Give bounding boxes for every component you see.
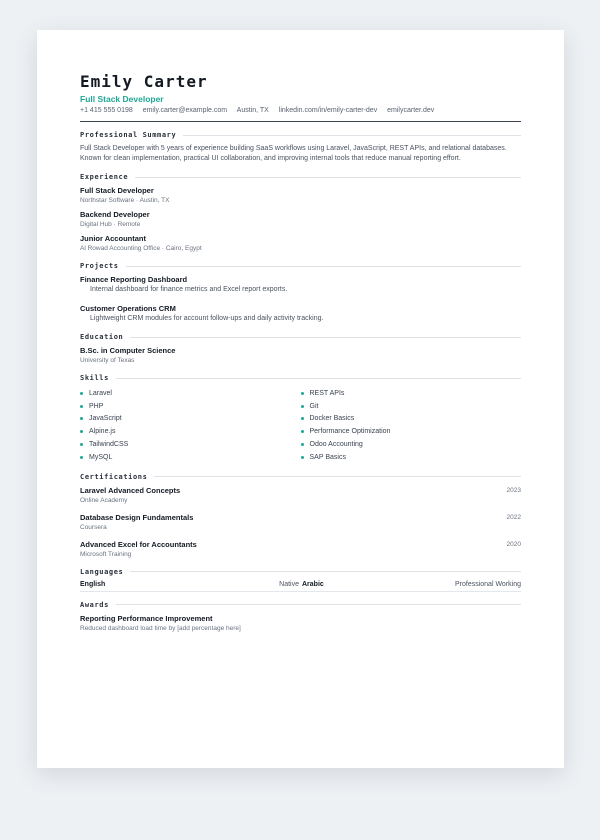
skill-label: Performance Optimization [309,428,391,436]
candidate-name: Emily Carter [80,72,208,91]
section-title: Education [80,333,124,341]
skill-label: JavaScript [89,415,122,423]
languages-row [80,581,521,592]
section-rule [130,571,521,572]
candidate-title: Full Stack Developer [80,94,164,104]
skill-item [80,451,301,464]
contact-phone: +1 415 555 0198 [80,107,133,114]
section-rule [130,337,521,338]
bullet-icon [301,456,304,459]
school-name: University of Texas [80,357,135,364]
skill-label: Odoo Accounting [309,441,363,449]
language-name: English [80,580,106,588]
certification-year: 2020 [506,540,521,548]
section-title: Professional Summary [80,131,177,139]
certification-title: Database Design Fundamentals [80,512,194,522]
section-title: Languages [80,567,124,576]
degree-title: B.Sc. in Computer Science [80,346,176,355]
bullet-icon [80,405,83,408]
bullet-icon [301,405,304,408]
bullet-icon [80,417,83,420]
project-title: Customer Operations CRM [80,304,176,313]
section-title: Awards [80,600,109,609]
experience-company: Digital Hub · Remote [80,221,141,228]
certification-item [80,486,521,505]
skill-item [80,425,301,438]
experience-item [80,186,521,205]
skill-item [301,438,522,451]
project-item [80,275,521,295]
summary-text: Full Stack Developer with 5 years of experience building SaaS workflows using Laravel, JavaScript, REST APIs, and relational databases. Known for clean implementation, practical UI collaboration, and improving internal tools that reduce manual reporting effort. [80,145,507,162]
language-level: Native [279,580,299,588]
skill-item [301,451,522,464]
skill-label: REST APIs [309,389,345,397]
experience-company: Al Rowad Accounting Office · Cairo, Egypt [80,245,202,252]
section-rule [116,378,521,379]
skill-item [80,438,301,451]
section-rule [116,604,521,605]
bullet-icon [80,392,83,395]
language-item [80,581,299,588]
section-rule [126,266,521,267]
section-summary-heading [80,131,521,139]
skill-item [80,400,301,413]
section-certifications-heading [80,473,521,481]
certification-year: 2023 [506,486,521,494]
section-experience-heading [80,173,521,181]
certification-issuer: Online Academy [80,496,128,504]
skills-column-left [80,387,301,464]
resume-header [80,72,521,122]
contact-website[interactable]: emilycarter.dev [387,107,435,114]
bullet-icon [80,443,83,446]
skill-label: Docker Basics [309,415,355,423]
contact-linkedin[interactable]: linkedin.com/in/emily-carter-dev [278,107,378,114]
skill-item [80,413,301,426]
section-skills-heading [80,374,521,382]
resume-page [37,30,564,768]
skills-grid [80,387,521,464]
bullet-icon [301,417,304,420]
section-title: Certifications [80,472,148,481]
section-awards-heading [80,601,521,609]
award-item [80,614,521,633]
experience-title: Backend Developer [80,210,150,219]
skill-label: TailwindCSS [89,441,129,449]
bullet-icon [301,430,304,433]
bullet-icon [301,443,304,446]
certification-issuer: Coursera [80,523,107,531]
project-item [80,304,521,324]
skill-label: PHP [89,402,104,410]
bullet-icon [301,392,304,395]
education-item [80,346,521,365]
section-title: Projects [80,262,119,270]
certification-title: Advanced Excel for Accountants [80,539,197,549]
contact-line [80,106,521,115]
certification-item [80,540,521,559]
experience-title: Full Stack Developer [80,186,154,195]
section-projects-heading [80,262,521,270]
section-title: Skills [80,374,109,382]
experience-item [80,234,521,253]
bullet-icon [80,430,83,433]
skill-label: Laravel [89,389,112,397]
section-rule [135,177,521,178]
skill-label: Git [309,402,319,410]
skill-item [301,413,522,426]
certification-title: Laravel Advanced Concepts [80,485,181,495]
project-description: Lightweight CRM modules for account follow-ups and daily activity tracking. [90,315,324,322]
experience-company: Northstar Software · Austin, TX [80,197,170,204]
award-title: Reporting Performance Improvement [80,613,213,623]
skill-label: MySQL [89,453,113,461]
bullet-icon [80,456,83,459]
certification-item [80,513,521,532]
language-level: Professional Working [454,580,521,588]
contact-email[interactable]: emily.carter@example.com [142,107,228,114]
section-languages-heading [80,568,521,576]
project-title: Finance Reporting Dashboard [80,275,188,284]
section-rule [183,135,521,136]
section-rule [154,476,521,477]
experience-item [80,210,521,229]
skill-item [301,425,522,438]
skill-item [301,400,522,413]
section-title: Experience [80,173,129,181]
award-description: Reduced dashboard load time by [add percentage here] [80,624,241,632]
header-divider [80,121,521,122]
language-name: Arabic [302,580,324,588]
skills-column-right [301,387,522,464]
contact-location: Austin, TX [236,107,269,114]
skill-item [80,387,301,400]
project-description: Internal dashboard for finance metrics and Excel report exports. [90,286,288,293]
skill-label: SAP Basics [309,453,346,461]
skill-label: Alpine.js [89,428,116,436]
skill-item [301,387,522,400]
certification-year: 2022 [506,513,521,521]
language-item [299,581,521,588]
certification-issuer: Microsoft Training [80,550,132,558]
section-education-heading [80,333,521,341]
experience-title: Junior Accountant [80,234,146,243]
